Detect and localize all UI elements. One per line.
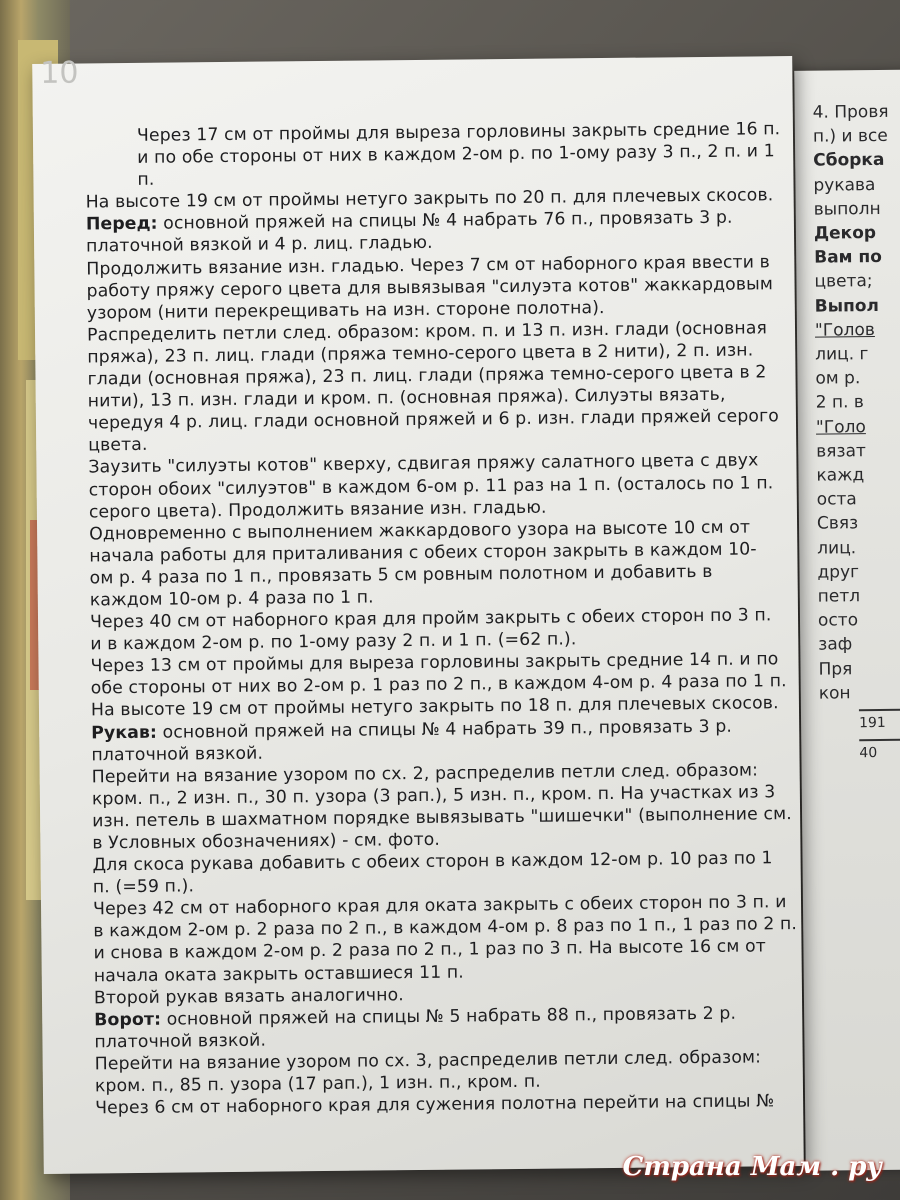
text-line: На высоте 19 см от проймы нетуго закрыть по 20 п. для плечевых скосов. <box>85 185 774 213</box>
text-line: Второй рукав вязать аналогично. <box>93 984 404 1009</box>
text-line: в Условных обозначениях) - см. фото. <box>92 829 441 854</box>
side-line: Связ <box>816 513 859 535</box>
section-heading-collar: Ворот: <box>94 1009 162 1031</box>
text-line: Продолжить вязание изн. гладью. Через 7 см от наборного края ввести в <box>86 251 770 280</box>
text-line: и снова в каждом 2-ом р. 2 раза по 2 п., 1 раз по 3 п. На высоте 16 см от <box>93 936 767 964</box>
page-number: 10 <box>40 55 79 91</box>
site-watermark: Страна Мам . ру <box>622 1152 882 1182</box>
text-line: Рукав: основной пряжей на спицы № 4 набрать 39 п., провязать 3 р. <box>91 716 733 743</box>
side-line: 2 п. в <box>815 392 864 414</box>
text-line: изн. петель в шахматном порядке вывязывать "шишечки" (выполнение см. <box>92 804 792 832</box>
side-line: оста <box>816 489 857 510</box>
text-line: платочной вязкой. <box>94 1030 267 1053</box>
text-line: Через 42 см от наборного края для оката закрыть с обеих сторон по 3 п. и <box>92 892 787 920</box>
section-heading-sleeve: Рукав: <box>91 722 158 743</box>
side-line: осто <box>817 610 859 631</box>
text-line: Через 6 см от наборного края для сужения полотна перейти на спицы № <box>95 1091 775 1119</box>
side-line: цвета; <box>814 271 873 293</box>
text-line: Перейти на вязание узором по сх. 2, распределив петли след. образом: <box>91 760 759 788</box>
side-line: "Голов <box>814 319 875 341</box>
text-line: нити), 13 п. изн. глади и кром. п. (основная пряжа). Силуэты вязать, <box>87 384 726 412</box>
text-line: цвета. <box>88 435 148 456</box>
diagram-label: 191 <box>858 715 886 732</box>
side-line: Пря <box>818 658 853 680</box>
side-line: выполн <box>813 198 881 220</box>
section-heading-front: Перед: <box>85 214 158 235</box>
side-line: кажд <box>816 465 865 486</box>
side-line: 4. Провя <box>812 101 889 123</box>
text-line: п. <box>137 169 155 191</box>
text-line: сторон обоих "силуэтов" в каждом 6-ом р. 11 раз на 1 п. (осталось по 1 п. <box>88 472 774 500</box>
text-line: Через 17 см от проймы для выреза горловины закрыть средние 16 п. <box>136 119 781 146</box>
side-line: заф <box>818 634 853 656</box>
text-line: Перед: основной пряжей на спицы № 4 набрать 76 п., провязать 3 р. <box>85 208 733 235</box>
side-line: "Голо <box>815 416 866 438</box>
text-line: Ворот: основной пряжей на спицы № 5 набрать 88 п., провязать 2 р. <box>94 1003 737 1031</box>
side-line: Сборка <box>813 150 885 172</box>
text-line: кром. п., 2 изн. п., 30 п. узора (3 рап.), 5 изн. п., кром. п. На участках из 3 <box>91 782 776 810</box>
text-line: и по обе стороны от них в каждом 2-ом р. по 1-ому разу 3 п., 2 п. и 1 <box>137 141 775 169</box>
facing-page <box>794 69 900 1171</box>
text-line: в каждом 2-ом р. 2 раза по 2 п., в каждом 4-ом р. 8 раз по 1 п., 1 раз по 2 п. <box>93 914 798 942</box>
text-line: узором (нити перекрещивать на изн. стороне полотна). <box>86 297 605 324</box>
text-line: платочной вязкой. <box>91 743 264 766</box>
text-line: ом р. 4 раза по 1 п., провязать 5 см ровным полотном и добавить в <box>89 561 713 589</box>
side-line: лиц. <box>817 537 857 559</box>
text-line: серого цвета). Продолжить вязание изн. гладью. <box>88 497 547 523</box>
text-line: начала оката закрыть оставшиеся 11 п. <box>93 962 464 986</box>
side-line: петл <box>817 586 861 607</box>
side-line: лиц. г <box>815 344 869 365</box>
text-line: Распределить петли след. образом: кром. п. и 13 п. изн. глади (основная <box>86 318 768 346</box>
side-line: ом р. <box>815 368 861 389</box>
text-line: Перейти на вязание узором по сх. 3, распределив петли след. образом: <box>94 1047 762 1075</box>
text-line: платочной вязкой и 4 р. лиц. гладью. <box>86 233 433 257</box>
text-line: чередуя 4 р. лиц. глади основной пряжей и 6 р. изн. глади пряжей серого <box>87 406 780 434</box>
text-line: Заузить "силуэты котов" кверху, сдвигая пряжу салатного цвета с двух <box>88 450 759 478</box>
text-line: Одновременно с выполнением жаккардового узора на высоте 10 см от <box>89 517 751 545</box>
side-line: друг <box>817 562 860 583</box>
facing-page-text <box>813 99 900 766</box>
side-line: вязат <box>816 440 866 462</box>
booklet-page <box>32 56 804 1174</box>
text-line: начала работы для приталивания с обеих сторон закрыть в каждом 10- <box>89 539 757 567</box>
side-line: Выпол <box>814 295 880 317</box>
diagram-label: 40 <box>859 745 878 762</box>
text-line: работу пряжу серого цвета для вывязывая "силуэта котов" жаккардовым <box>86 273 774 302</box>
side-line: кон <box>818 683 851 704</box>
text-line: и в каждом 2-ом р. по 1-ому разу 2 п. и 1 п. (=62 п.). <box>90 629 577 655</box>
text-line: глади (основная пряжа), 23 п. лиц. глади (пряжа темно-серого цвета в 2 <box>87 362 767 390</box>
text-line: обе стороны от них во 2-ом р. 1 раз по 2 п., в каждом 4-ом р. 4 раза по 1 п. <box>90 671 787 699</box>
side-line: п.) и все <box>812 126 888 147</box>
text-line: Через 13 см от проймы для выреза горловины закрыть средние 14 п. и по <box>90 649 779 677</box>
text-line: На высоте 19 см от проймы нетуго закрыть по 18 п. для плечевых скосов. <box>90 693 779 721</box>
text-line: п. (=59 п.). <box>92 876 195 898</box>
instructions-text <box>85 118 798 1119</box>
side-line: Вам по <box>814 247 882 268</box>
text-line: Для скоса рукава добавить с обеих сторон в каждом 12-ом р. 10 раз по 1 <box>92 848 773 876</box>
text-line: Через 40 см от наборного края для пройм закрыть с обеих сторон по 3 п. <box>89 605 772 633</box>
side-line: рукава <box>813 174 876 196</box>
text-line: каждом 10-ом р. 4 раза по 1 п. <box>89 587 374 611</box>
text-line: пряжа), 23 п. лиц. глади (пряжа темно-серого цвета в 2 нити), 2 п. изн. <box>87 340 754 368</box>
side-line: Декор <box>813 223 877 244</box>
text-line: кром. п., 85 п. узора (17 рап.), 1 изн. п., кром. п. <box>94 1071 541 1097</box>
